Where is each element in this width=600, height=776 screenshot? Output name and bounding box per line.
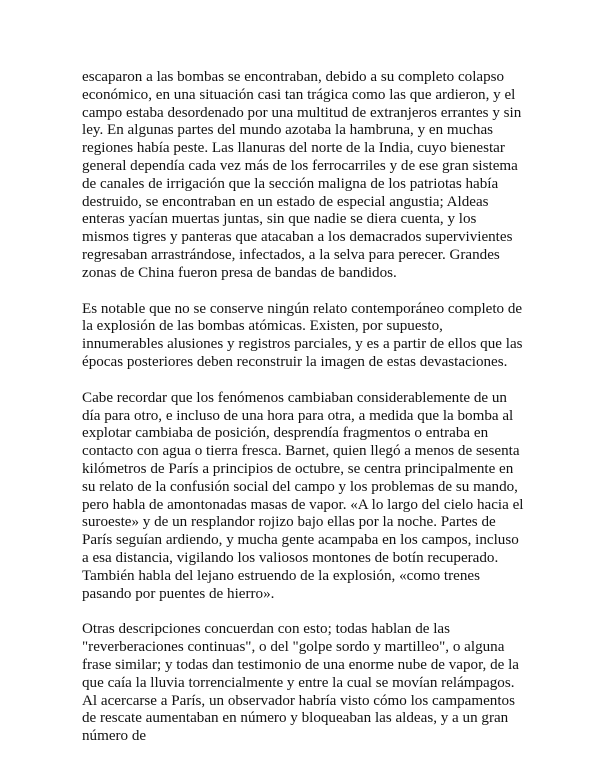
paragraph-1: escaparon a las bombas se encontraban, debido a su completo colapso económico, en una situación casi tan trágica como las que ardieron, y el campo estaba desordenado por una multitud de extranjeros errantes y sin ley. En algunas partes del mundo azotaba la hambruna, y en muchas regiones había peste. Las llanuras del norte de la India, cuyo bienestar general dependía cada vez más de los ferrocarriles y de ese gran sistema de canales de irrigación que la sección maligna de los patriotas había destruido, se encontraban en un estado de especial angustia; Aldeas enteras yacían muertas juntas, sin que nadie se diera cuenta, y los mismos tigres y panteras que atacaban a los demacrados supervivientes regresaban arrastrándose, infectados, a la selva para perecer. Grandes zonas de China fueron presa de bandas de bandidos. (82, 69, 522, 281)
paragraph-3: Cabe recordar que los fenómenos cambiaban considerablemente de un día para otro, e incluso de una hora para otra, a medida que la bomba al explotar cambiaba de posición, desprendía fragmentos o entraba en contacto con agua o tierra fresca. Barnet, quien llegó a menos de sesenta kilómetros de París a principios de octubre, se centra principalmente en su relato de la confusión social del campo y los problemas de su mando, pero habla de amontonadas masas de vapor. «A lo largo del cielo hacia el suroeste» y de un resplandor rojizo bajo ellas por la noche. Partes de París seguían ardiendo, y mucha gente acampaba en los campos, incluso a esa distancia, vigilando los valiosos montones de botín recuperado. También habla del lejano estruendo de la explosión, «como trenes pasando por puentes de hierro». (82, 389, 524, 602)
paragraph-2: Es notable que no se conserve ningún relato contemporáneo completo de la explosión de las bombas atómicas. Existen, por supuesto, innumerables alusiones y registros parciales, y es a partir de ellos que las épocas posteriores deben reconstruir la imagen de estas devastaciones. (82, 300, 523, 370)
paragraph-4: Otras descripciones concuerdan con esto; todas hablan de las "reverberaciones continuas", o del "golpe sordo y martilleo", o alguna frase similar; y todas dan testimonio de una enorme nube de vapor, de la que caía la lluvia torrencialmente y entre la cual se movían relámpagos. Al acercarse a París, un observador habría visto cómo los campamentos de rescate aumentaban en número y bloqueaban las aldeas, y a un gran número de (82, 621, 519, 745)
document-page (82, 69, 527, 764)
